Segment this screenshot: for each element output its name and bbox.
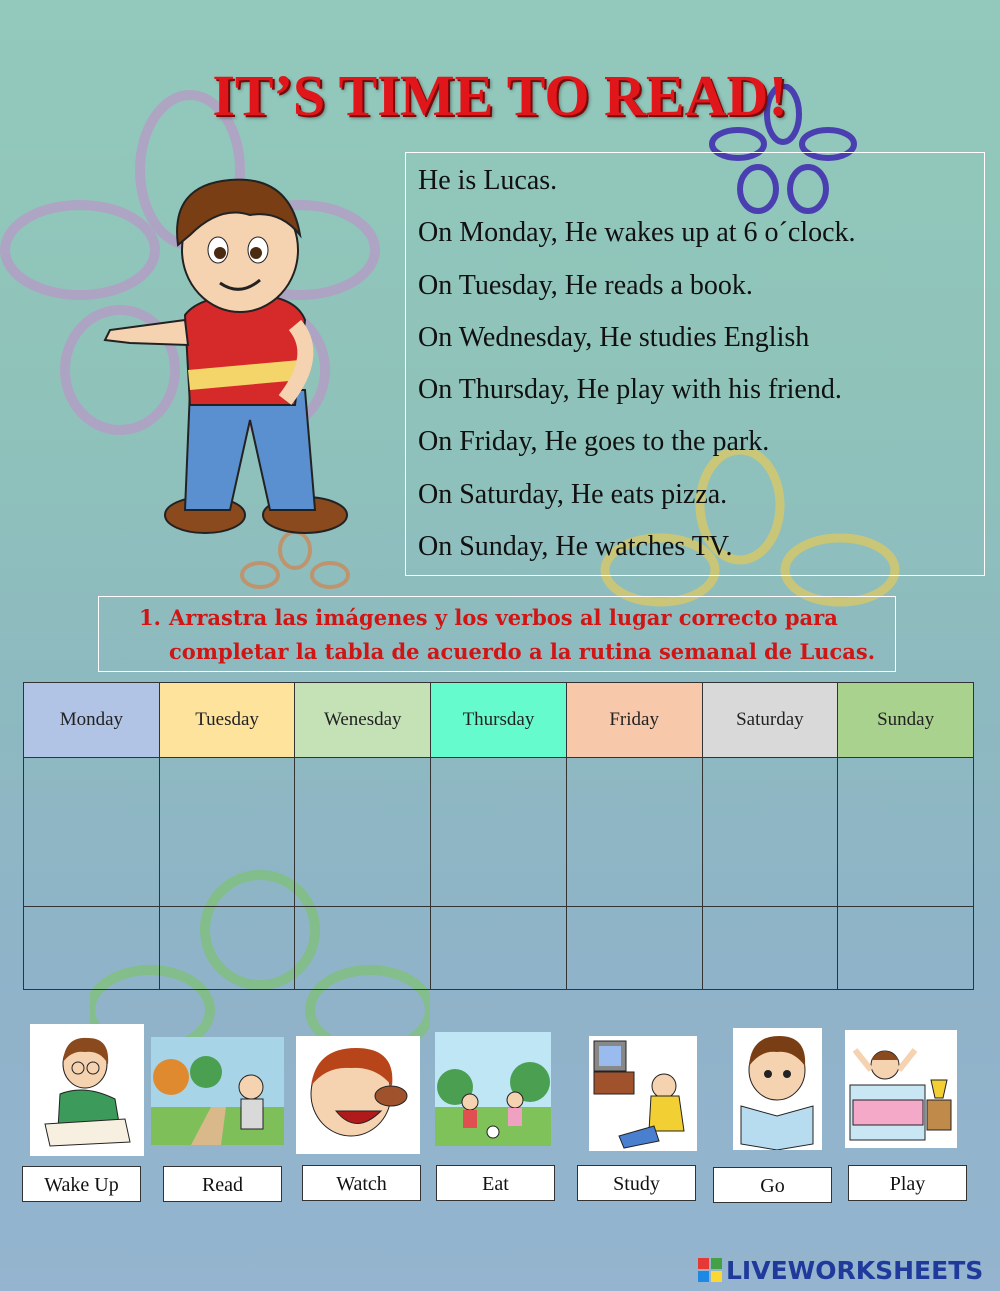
boy-eating-chicken-picture[interactable] [296, 1036, 420, 1154]
picture-drop-zone-tuesday[interactable] [159, 758, 295, 907]
boy-reading-book-picture[interactable] [733, 1028, 822, 1150]
boy-in-park-picture[interactable] [151, 1037, 284, 1145]
picture-drop-zone-sunday[interactable] [838, 758, 974, 907]
reading-line: On Saturday, He eats pizza. [418, 478, 728, 510]
table-header-row [24, 683, 974, 758]
reading-line: On Friday, He goes to the park. [418, 426, 770, 458]
picture-drop-zone-saturday[interactable] [702, 758, 838, 907]
brand-text: LIVEWORKSHEETS [726, 1255, 984, 1285]
verb-card-eat[interactable]: Eat [436, 1165, 555, 1201]
flower-decoration-icon [0, 80, 380, 440]
verb-card-watch[interactable]: Watch [302, 1165, 421, 1201]
reading-line: On Thursday, He play with his friend. [418, 374, 842, 406]
picture-drop-zone-thursday[interactable] [431, 758, 567, 907]
reading-line: On Wednesday, He studies English [418, 321, 810, 353]
boy-waking-up-picture[interactable] [845, 1030, 957, 1148]
day-header-wednesday: Wenesday [295, 683, 431, 758]
picture-drop-zone-friday[interactable] [566, 758, 702, 907]
instruction-line-2: completar la tabla de acuerdo a la rutina semanal de Lucas. [169, 639, 876, 664]
verb-drop-zone-wednesday[interactable] [295, 907, 431, 990]
verb-drop-zone-thursday[interactable] [431, 907, 567, 990]
instruction-box [98, 596, 896, 672]
picture-drop-zone-wednesday[interactable] [295, 758, 431, 907]
verb-drop-zone-sunday[interactable] [838, 907, 974, 990]
page-title: IT’S TIME TO READ! [212, 63, 788, 128]
liveworksheets-logo-icon [698, 1258, 722, 1282]
verb-drop-row [24, 907, 974, 990]
day-header-saturday: Saturday [702, 683, 838, 758]
reading-line: On Tuesday, He reads a book. [418, 269, 753, 301]
boy-watching-tv-picture[interactable] [589, 1036, 697, 1151]
reading-line: He is Lucas. [418, 165, 558, 196]
weekly-routine-table [23, 682, 974, 990]
reading-line: On Sunday, He watches TV. [418, 531, 733, 563]
verb-card-study[interactable]: Study [577, 1165, 696, 1201]
verb-drop-zone-saturday[interactable] [702, 907, 838, 990]
verb-drop-zone-tuesday[interactable] [159, 907, 295, 990]
verb-card-play[interactable]: Play [848, 1165, 967, 1201]
kids-playing-ball-picture[interactable] [435, 1032, 551, 1146]
picture-drop-row [24, 758, 974, 907]
day-header-sunday: Sunday [838, 683, 974, 758]
studying-boy-picture[interactable] [30, 1024, 144, 1156]
verb-drop-zone-monday[interactable] [24, 907, 160, 990]
liveworksheets-brand [698, 1255, 983, 1285]
flower-decoration-icon [240, 530, 350, 600]
day-header-friday: Friday [566, 683, 702, 758]
instruction-line-1: Arrastra las imágenes y los verbos al lugar correcto para [169, 605, 838, 630]
verb-card-wake-up[interactable]: Wake Up [22, 1166, 141, 1202]
day-header-tuesday: Tuesday [159, 683, 295, 758]
instruction-number: 1. [139, 605, 161, 630]
day-header-monday: Monday [24, 683, 160, 758]
picture-drop-zone-monday[interactable] [24, 758, 160, 907]
reading-line: On Monday, He wakes up at 6 o´clock. [418, 217, 856, 249]
lucas-boy-illustration [90, 165, 360, 555]
verb-card-read[interactable]: Read [163, 1166, 282, 1202]
verb-card-go[interactable]: Go [713, 1167, 832, 1203]
verb-drop-zone-friday[interactable] [566, 907, 702, 990]
day-header-thursday: Thursday [431, 683, 567, 758]
reading-passage [405, 152, 985, 576]
